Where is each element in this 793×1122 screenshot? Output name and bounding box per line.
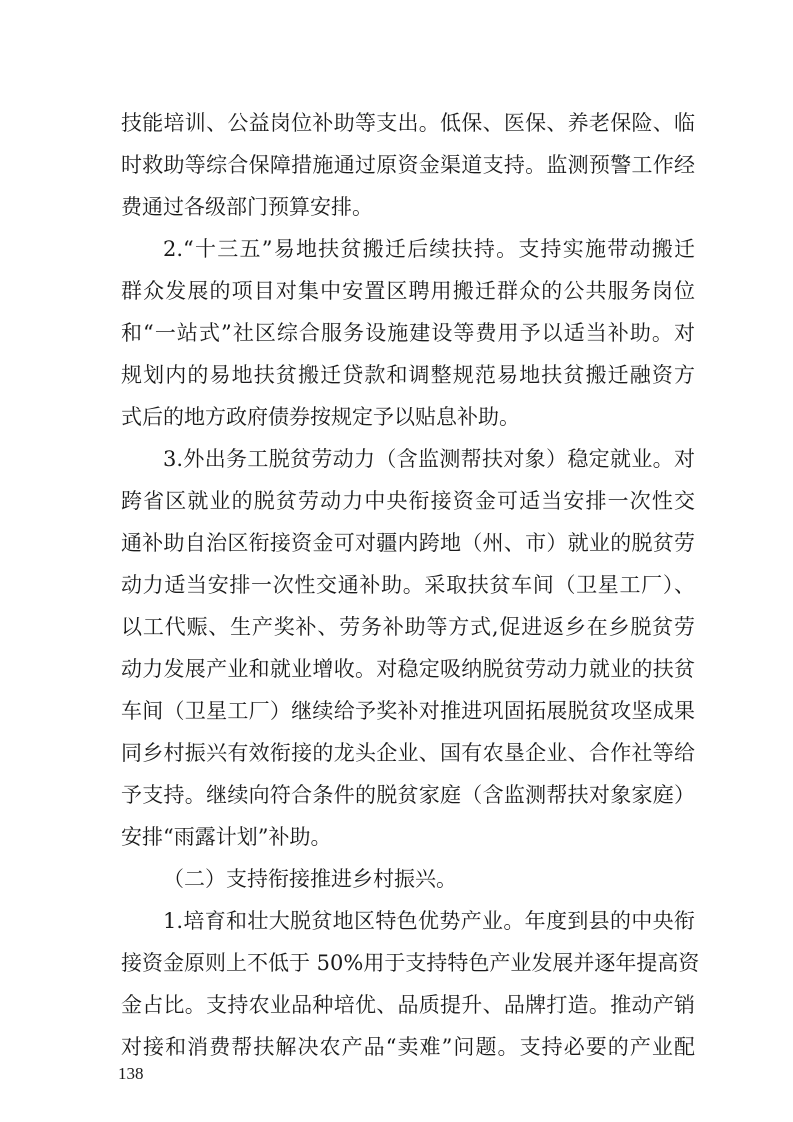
text-line: 同乡村振兴有效衔接的龙头企业、国有农垦企业、合作社等给 [121, 741, 695, 765]
paragraph-heading: 1.培育和壮大脱贫地区特色优势产业。年度到县的中央衔 [163, 909, 695, 933]
text-line: 时救助等综合保障措施通过原资金渠道支持。监测预警工作经 [121, 153, 695, 177]
text-line: 技能培训、公益岗位补助等支出。低保、医保、养老保险、临 [121, 111, 695, 135]
text-line: 以工代赈、生产奖补、劳务补助等方式,促进返乡在乡脱贫劳 [121, 615, 695, 639]
text-line: 动力适当安排一次性交通补助。采取扶贫车间（卫星工厂）、 [121, 573, 695, 597]
text-line: 接资金原则上不低于 50%用于支持特色产业发展并逐年提高资 [121, 951, 700, 975]
text-line: 费通过各级部门预算安排。 [121, 195, 373, 219]
text-line: 通补助自治区衔接资金可对疆内跨地（州、市）就业的脱贫劳 [121, 531, 695, 555]
text-line: 式后的地方政府债券按规定予以贴息补助。 [121, 405, 520, 429]
section-heading: （二）支持衔接推进乡村振兴。 [163, 867, 457, 891]
page-number: 138 [118, 1064, 144, 1083]
text-line: 规划内的易地扶贫搬迁贷款和调整规范易地扶贫搬迁融资方 [121, 363, 695, 387]
text-line: 群众发展的项目对集中安置区聘用搬迁群众的公共服务岗位 [121, 279, 695, 303]
paragraph-heading: 3.外出务工脱贫劳动力（含监测帮扶对象）稳定就业。对 [163, 447, 695, 471]
paragraph-heading: 2.“十三五”易地扶贫搬迁后续扶持。支持实施带动搬迁 [163, 237, 695, 261]
text-line: 予支持。继续向符合条件的脱贫家庭（含监测帮扶对象家庭） [121, 783, 695, 807]
text-line: 跨省区就业的脱贫劳动力中央衔接资金可适当安排一次性交 [121, 489, 695, 513]
text-line: 安排“雨露计划”补助。 [121, 825, 332, 849]
text-line: 和“一站式”社区综合服务设施建设等费用予以适当补助。对 [121, 321, 695, 345]
text-line: 车间（卫星工厂）继续给予奖补对推进巩固拓展脱贫攻坚成果 [121, 699, 695, 723]
text-line: 对接和消费帮扶解决农产品“卖难”问题。支持必要的产业配 [121, 1035, 695, 1059]
text-line: 金占比。支持农业品种培优、品质提升、品牌打造。推动产销 [121, 993, 695, 1017]
text-line: 动力发展产业和就业增收。对稳定吸纳脱贫劳动力就业的扶贫 [121, 657, 695, 681]
